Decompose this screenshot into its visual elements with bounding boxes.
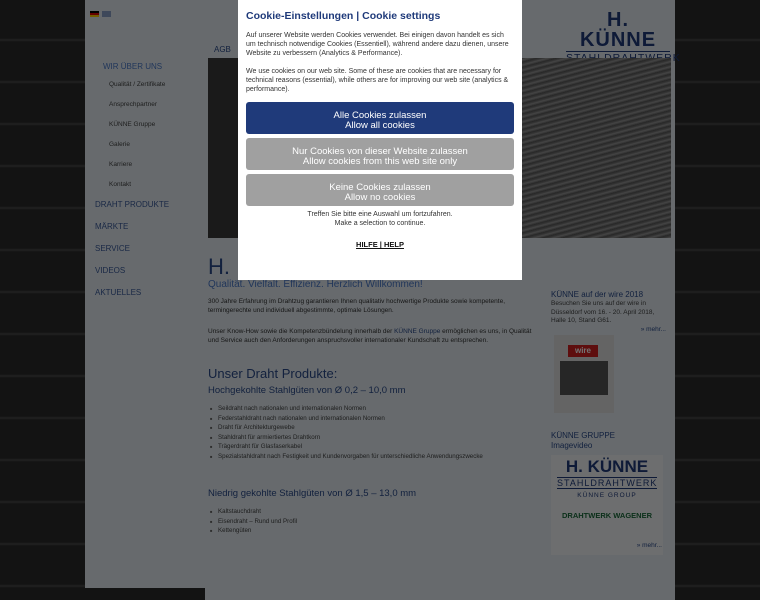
allow-all-label-de: Alle Cookies zulassen (333, 109, 427, 121)
allow-own-label-en: Allow cookies from this web site only (302, 155, 458, 167)
cookie-dialog (238, 0, 522, 280)
allow-own-label-de: Nur Cookies von dieser Website zulassen (292, 145, 468, 157)
cookie-text-de: Auf unserer Website werden Cookies verwendet. Bei einigen davon handelt es sich um technisch notwendige Cookies (Essentiell), während andere dazu dienen, unsere Website zu verbessern (Analytics & Performance). (246, 32, 509, 58)
allow-none-label-en: Allow no cookies (344, 191, 416, 203)
cookie-note-de: Treffen Sie bitte eine Auswahl um fortzufahren. (307, 211, 453, 219)
allow-no-cookies-button[interactable] (246, 174, 514, 206)
cookie-text-en: We use cookies on our web site. Some of these are cookies that are necessary for technical reasons (essential), while others are for improving our web site (analytics & performance). (246, 67, 509, 94)
allow-own-cookies-button[interactable] (246, 138, 514, 170)
allow-all-label-en: Allow all cookies (345, 119, 415, 131)
cookie-title: Cookie-Einstellungen | Cookie settings (246, 10, 441, 22)
cookie-help-link[interactable]: HILFE | HELP (356, 240, 404, 250)
cookie-note-en: Make a selection to continue. (334, 220, 426, 228)
allow-none-label-de: Keine Cookies zulassen (329, 181, 431, 193)
allow-all-cookies-button[interactable] (246, 102, 514, 134)
